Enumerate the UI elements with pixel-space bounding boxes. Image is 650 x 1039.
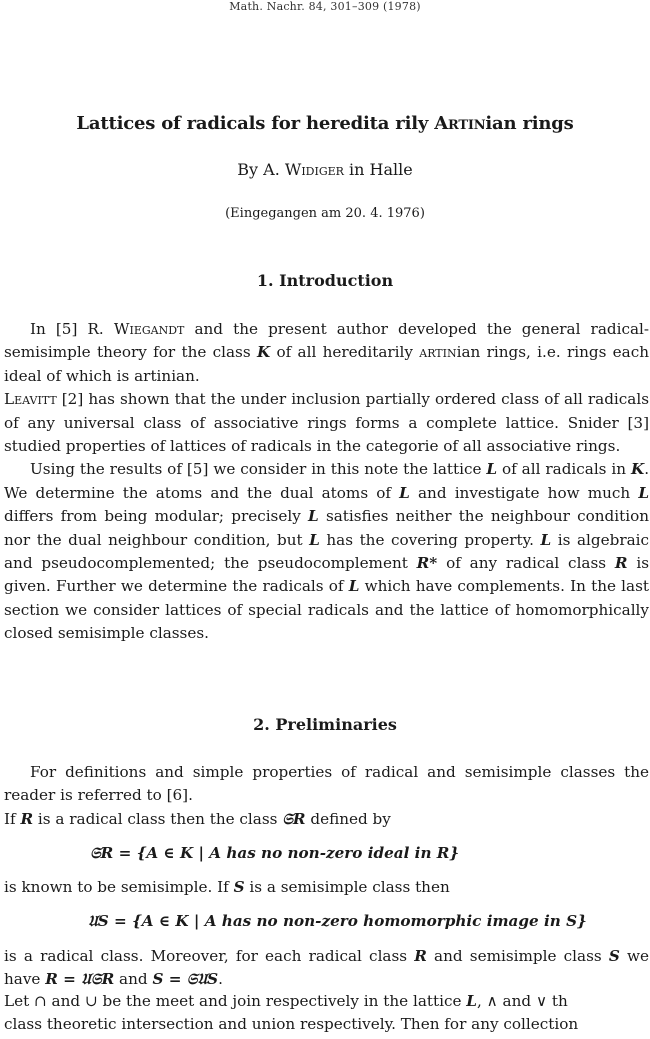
received-date: (Eingegangen am 20. 4. 1976) [225, 206, 425, 221]
author-place: in Halle [343, 160, 413, 179]
prelim-paragraph-3: is known to be semisimple. If S is a semisimple class then [4, 878, 450, 896]
intro-paragraph-3: Using the results of [5] we consider in this note the lattice L of all radicals in K. We determine the atoms and the dual atoms of L and investigate how much L differs from being modular; precisely L satisfies neither the neighbour condition nor the dual neighbour condition, but L has the covering property. L is algebraic and pseudocomplemented; the pseudocomplement R* of any radical class R is given. Further we determine the radicals of L which have complements. In the last section we consider lattices of special radicals and the lattice of homomorphically closed semisimple classes. [4, 460, 650, 643]
journal-header: Math. Nachr. 84, 301–309 (1978) [229, 0, 421, 13]
formula-semisimple-class: 𝔖R = {A ∈ K | A has no non-zero ideal in R} [90, 844, 460, 862]
intro-paragraph-2: Leavitt [2] has shown that the under inclusion partially ordered class of all radicals of any universal class of associative rings forms a complete lattice. Snider [3] studied properties of lattices of radicals in the categorie of all associative rings. [4, 390, 649, 456]
prelim-paragraph-1: For definitions and simple properties of radical and semisimple classes the reader is referred to [6]. [4, 763, 649, 805]
section-heading-introduction: 1. Introduction [256, 271, 394, 290]
author-name: Widiger [284, 160, 344, 179]
preliminaries-body-3 [4, 945, 649, 992]
author-by: By A. [237, 160, 285, 179]
prelim-paragraph-4: is a radical class. Moreover, for each radical class R and semisimple class S we have R = 𝔘𝔖R and S = 𝔖𝔘S. [4, 947, 649, 989]
title-artin: Artin [434, 113, 486, 134]
preliminaries-body-2 [4, 876, 649, 899]
formula-radical-class: 𝔘S = {A ∈ K | A has no non-zero homomorphic image in S} [88, 912, 587, 930]
section-heading-preliminaries: 2. Preliminaries [253, 715, 397, 734]
prelim-paragraph-5-line-2: class theoretic intersection and union respectively. Then for any collection [4, 1015, 579, 1033]
paper-title [0, 113, 650, 134]
prelim-paragraph-2: If R is a radical class then the class 𝔖R defined by [4, 809, 391, 828]
preliminaries-body-1 [4, 761, 649, 831]
title-text: Lattices of radicals for heredita rily [76, 113, 435, 134]
author-line [0, 160, 650, 179]
prelim-paragraph-5-line-1: Let ∩ and ∪ be the meet and join respectively in the lattice L, ∧ and ∨ th [4, 992, 568, 1010]
intro-paragraph-1: In [5] R. Wiegandt and the present author developed the general radical-semisimple theory for the class K of all hereditarily artinian rings, i.e. rings each ideal of which is artinian. [4, 320, 650, 385]
title-suffix: ian rings [485, 113, 574, 134]
introduction-body [4, 318, 649, 646]
